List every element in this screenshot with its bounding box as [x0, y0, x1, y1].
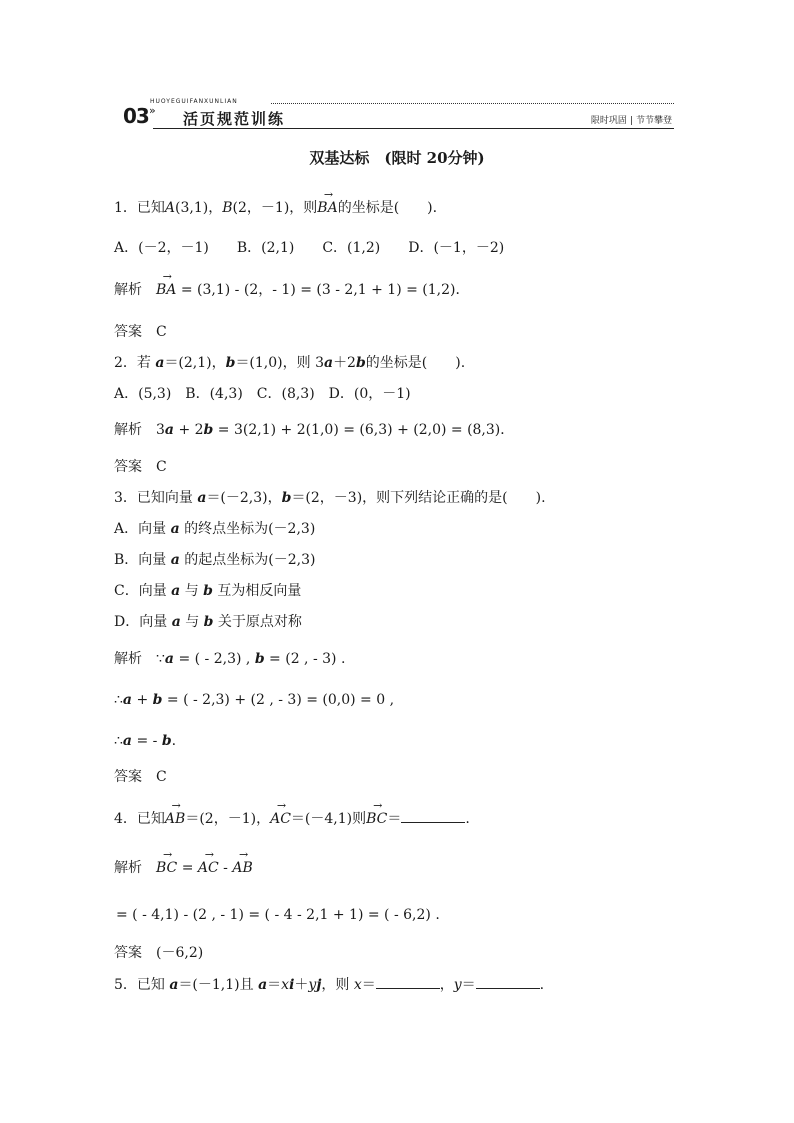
- q3-opt-a-var: a: [170, 521, 180, 537]
- q1-pre: 1．已知: [114, 200, 165, 216]
- q3-solution-2: [114, 690, 394, 710]
- q1-point-b: B: [222, 200, 233, 216]
- q3-option-c: [114, 581, 301, 601]
- q2-answer-value: C: [156, 459, 167, 475]
- q2-a-val: ＝(2,1)，: [164, 355, 226, 371]
- q4-vec-ab: → AB: [165, 809, 185, 829]
- q5-x: x: [281, 977, 290, 993]
- q3-sol3-mid: = -: [132, 733, 162, 749]
- answer-label: 答案: [114, 459, 142, 475]
- q4-sol-ac: → AC: [198, 858, 219, 878]
- q5-end: .: [539, 977, 545, 993]
- q4-solution-2: = ( - 4,1) - (2 , - 1) = ( - 4 - 2,1 + 1) = ( - 6,2) .: [116, 907, 440, 923]
- q3-opt-d-b: b: [203, 614, 214, 630]
- q5-a: a: [169, 977, 179, 993]
- q3-solution-3: [114, 731, 176, 751]
- q5-x-blank[interactable]: [376, 974, 440, 989]
- q1-answer-value: C: [156, 324, 167, 340]
- question-5: [114, 974, 544, 995]
- q5-eq2: ＝: [361, 977, 376, 993]
- q3-opt-c-mid: 与: [180, 583, 204, 599]
- q3-opt-c-post: 互为相反向量: [212, 583, 302, 599]
- q3-opt-d-mid: 与: [180, 614, 204, 630]
- q3-a: a: [197, 490, 207, 506]
- q2-solution: [114, 420, 514, 440]
- q3-sol2-mid: +: [132, 692, 153, 708]
- q3-opt-a-pre: A．向量: [114, 521, 171, 537]
- question-3: [114, 488, 546, 508]
- q2-mid: ＋2: [333, 355, 356, 371]
- q5-y2: y: [453, 977, 462, 993]
- q3-opt-b-pre: B．向量: [114, 552, 171, 568]
- solution-label: 解析: [114, 860, 142, 876]
- q1-options: A．(－2，－1) B．(2,1) C．(1,2) D．(－1，－2): [114, 240, 505, 256]
- q3-opt-c-a: a: [171, 583, 181, 599]
- q2-a2: a: [323, 355, 334, 371]
- q5-eq3: ＝: [461, 977, 476, 993]
- q1-point-a: A: [164, 200, 176, 216]
- section-title: 双基达标 (限时 20分钟): [309, 149, 485, 167]
- q1-a-coord: (3,1)，: [175, 200, 223, 216]
- q3-sol3-b: b: [161, 733, 172, 749]
- q3-sol2-a: a: [122, 692, 132, 708]
- header-right-right: 节节攀登: [635, 116, 672, 126]
- q4-answer-value: (－6,2): [156, 945, 204, 961]
- q1-post: 的坐标是( ).: [337, 200, 438, 216]
- q5-mid: ，则: [321, 977, 354, 993]
- solution-label: 解析: [114, 651, 142, 667]
- question-4: [114, 808, 470, 829]
- question-1: [114, 198, 437, 218]
- q4-ac-val: ＝(－4,1)则: [290, 811, 367, 827]
- q2-sol-p2: + 2: [174, 422, 204, 438]
- q3-b: b: [281, 490, 292, 506]
- header-pinyin: HUOYEGUIFANXUNLIAN: [150, 98, 238, 105]
- question-2: [114, 353, 465, 373]
- q3-sol1-pre: ∵: [156, 651, 165, 667]
- q3-opt-b-post: 的起点坐标为(－2,3): [179, 552, 316, 568]
- section-number: 03: [123, 104, 149, 128]
- q3-opt-a-post: 的终点坐标为(－2,3): [179, 521, 316, 537]
- q3-answer: [114, 767, 167, 787]
- q4-ab-val: ＝(2，－1)，: [185, 811, 271, 827]
- q3-opt-d-post: 关于原点对称: [213, 614, 302, 630]
- q2-sol-b: b: [203, 422, 214, 438]
- q4-pre: 4．已知: [114, 811, 165, 827]
- q3-sol2-post: = ( - 2,3) + (2 , - 3) = (0,0) = 0 ,: [162, 692, 395, 708]
- q1-sol-vector: → BA: [156, 280, 176, 300]
- q4-solution-1: [114, 858, 253, 878]
- q4-sol-minus: -: [218, 860, 233, 876]
- solution-label: 解析: [114, 282, 142, 298]
- answer-label: 答案: [114, 324, 142, 340]
- q4-answer-blank[interactable]: [401, 808, 465, 823]
- q4-sol-bc: → BC: [156, 858, 177, 878]
- q3-option-d: [114, 612, 302, 632]
- answer-label: 答案: [114, 945, 142, 961]
- q3-pre: 3．已知向量: [114, 490, 198, 506]
- q4-sol-eq: =: [177, 860, 198, 876]
- header-dotted-rule: [271, 103, 674, 104]
- q2-b-val: ＝(1,0)，则 3: [235, 355, 324, 371]
- header-right-left: 限时巩固: [590, 116, 627, 126]
- q5-x2: x: [353, 977, 362, 993]
- chevron-icon: »: [149, 104, 156, 117]
- q3-opt-b-var: a: [170, 552, 180, 568]
- q3-option-a: [114, 519, 315, 539]
- q2-b2: b: [355, 355, 366, 371]
- q3-solution-1: [114, 649, 345, 669]
- q3-opt-d-pre: D．向量: [114, 614, 172, 630]
- q5-plus: ＋: [294, 977, 309, 993]
- answer-label: 答案: [114, 769, 142, 785]
- page-header: [123, 98, 674, 132]
- q2-sol-p1: 3: [156, 422, 165, 438]
- q5-y: y: [308, 977, 317, 993]
- q4-answer: [114, 943, 203, 963]
- q4-sol-ab: → AB: [232, 858, 252, 878]
- q5-a-val: ＝(－1,1)且: [178, 977, 259, 993]
- q3-sol1-a: a: [164, 651, 174, 667]
- q4-vec-bc: → BC: [366, 809, 387, 829]
- header-rule: [153, 128, 674, 129]
- q3-opt-d-a: a: [171, 614, 181, 630]
- q4-post: ＝: [387, 811, 402, 827]
- q2-a: a: [155, 355, 165, 371]
- q3-sol1-mid: = ( - 2,3) ,: [174, 651, 255, 667]
- q1-solution: [114, 280, 470, 300]
- q5-y-blank[interactable]: [476, 974, 540, 989]
- q5-eq: ＝: [267, 977, 282, 993]
- q3-sol1-b: b: [254, 651, 265, 667]
- q2-pre: 2．若: [114, 355, 156, 371]
- q3-opt-c-b: b: [203, 583, 213, 599]
- header-right-labels: [591, 113, 672, 126]
- q2-options: A．(5,3) B．(4,3) C．(8,3) D．(0，－1): [114, 386, 411, 402]
- q3-sol2-b: b: [152, 692, 163, 708]
- q5-pre: 5．已知: [114, 977, 170, 993]
- q3-a-val: ＝(－2,3)，: [206, 490, 282, 506]
- header-title: 活页规范训练: [183, 110, 286, 128]
- q1-sol-rest: = (3,1) - (2，- 1) = (3 - 2,1 + 1) = (1,2)．: [180, 282, 470, 298]
- q5-a2: a: [258, 977, 268, 993]
- q1-b-coord: (2，－1)，则: [232, 200, 318, 216]
- q2-post: 的坐标是( ).: [365, 355, 466, 371]
- q2-sol-p3: = 3(2,1) + 2(1,0) = (6,3) + (2,0) = (8,3)．: [213, 422, 515, 438]
- q4-vec-ac: → AC: [270, 809, 291, 829]
- q3-b-val: ＝(2，－3)，则下列结论正确的是( ).: [291, 490, 546, 506]
- q1-answer: [114, 322, 167, 342]
- solution-label: 解析: [114, 422, 142, 438]
- q2-sol-a: a: [164, 422, 174, 438]
- q3-answer-value: C: [156, 769, 167, 785]
- q3-sol3-post: .: [171, 733, 177, 749]
- header-separator: |: [629, 116, 633, 126]
- q3-sol3-a: a: [122, 733, 132, 749]
- q3-opt-c-pre: C．向量: [114, 583, 172, 599]
- q3-sol1-post: = (2 , - 3) .: [264, 651, 346, 667]
- q2-b: b: [225, 355, 236, 371]
- q3-sol2-pre: ∴: [114, 692, 123, 708]
- q1-vector: → BA: [317, 198, 337, 218]
- q3-option-b: [114, 550, 315, 570]
- q2-answer: [114, 457, 167, 477]
- q5-j: j: [316, 977, 322, 993]
- q5-comma: ，: [439, 977, 454, 993]
- q3-sol3-pre: ∴: [114, 733, 123, 749]
- q5-i: i: [289, 977, 295, 993]
- q4-end: .: [465, 811, 470, 827]
